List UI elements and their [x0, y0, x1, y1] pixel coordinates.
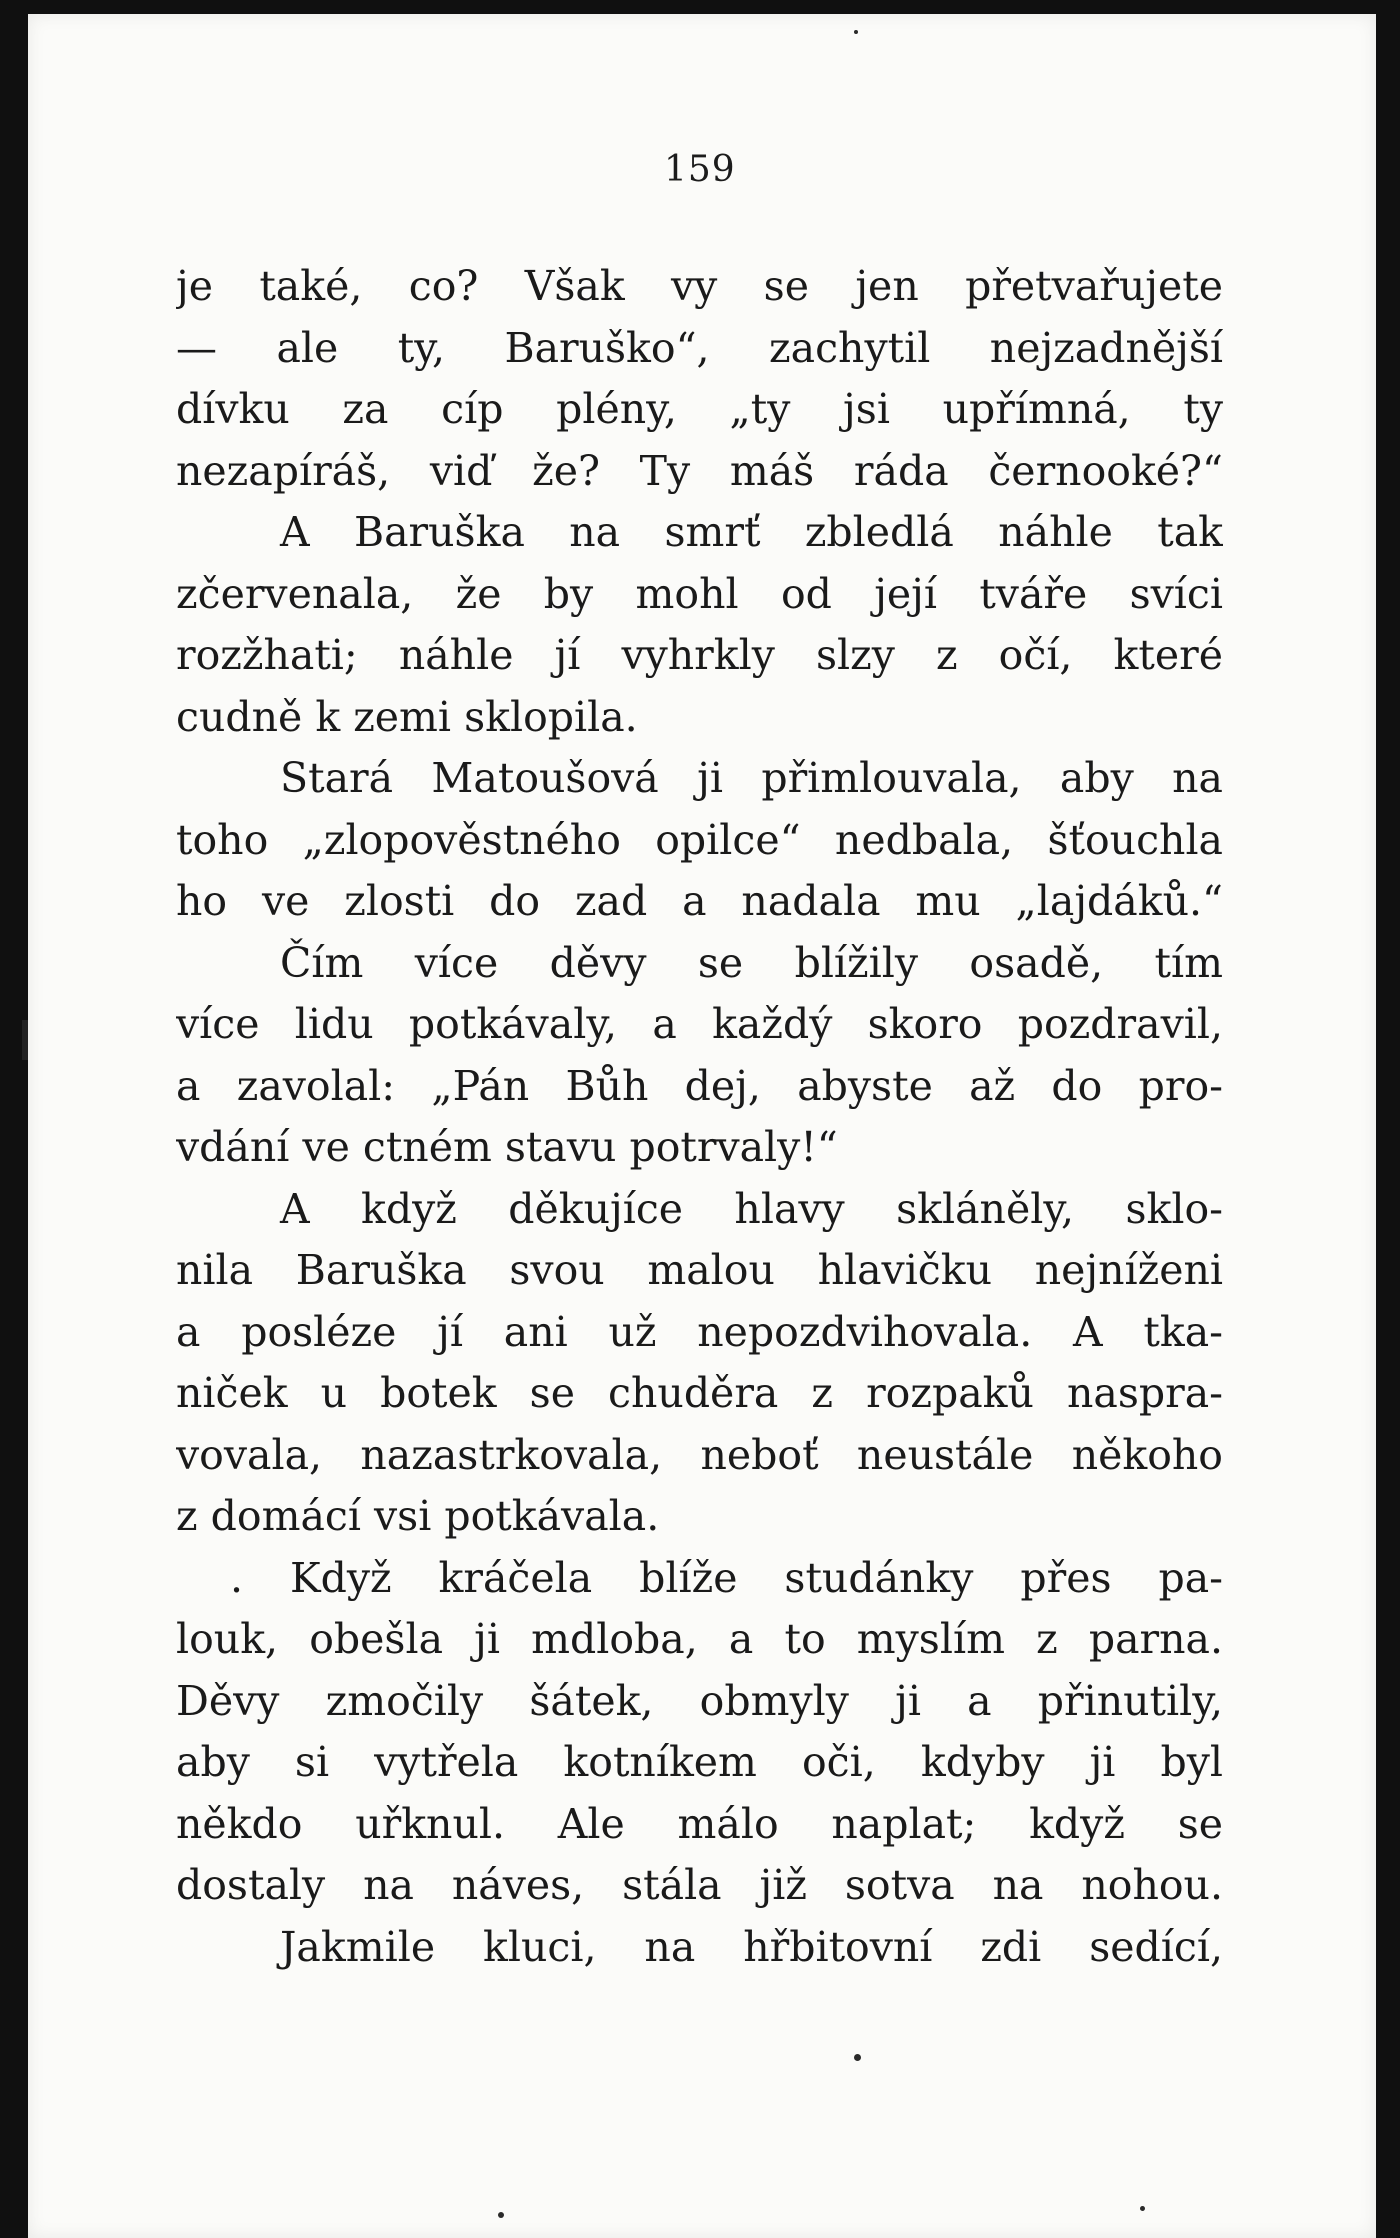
text-line: vovala, nazastrkovala, neboť neustále někoho — [176, 1430, 1223, 1479]
text-line: A Baruška na smrť zbledlá náhle tak — [280, 508, 1223, 556]
text-line: — ale ty, Baruško“, zachytil nejzadnější — [176, 323, 1223, 372]
text-line: nila Baruška svou malou hlavičku nejníženi — [176, 1246, 1223, 1294]
text-line: A když děkujíce hlavy skláněly, sklo- — [280, 1184, 1223, 1233]
body-text — [176, 256, 1223, 1978]
scan-speck — [1140, 2206, 1145, 2211]
text-line: niček u botek se chuděra z rozpaků naspra- — [176, 1369, 1223, 1417]
book-page — [28, 14, 1376, 2238]
scan-speck — [498, 2212, 504, 2218]
text-line: Děvy zmočily šátek, obmyly ji a přinutily, — [176, 1676, 1223, 1725]
text-line: Čím více děvy se blížily osadě, tím — [280, 938, 1223, 987]
text-line: louk, obešla ji mdloba, a to myslím z parna. — [176, 1615, 1223, 1663]
text-line: z domácí vsi potkávala. — [176, 1492, 660, 1540]
text-line: rozžhati; náhle jí vyhrkly slzy z očí, které — [176, 631, 1223, 679]
text-line: více lidu potkávaly, a každý skoro pozdravil, — [176, 1000, 1223, 1048]
text-line: aby si vytřela kotníkem oči, kdyby ji byl — [176, 1738, 1223, 1786]
text-line: Jakmile kluci, na hřbitovní zdi sedící, — [280, 1922, 1223, 1971]
page-number: 159 — [664, 149, 736, 190]
scan-edge-mark — [22, 1020, 28, 1060]
text-line: je také, co? Však vy se jen přetvařujete — [176, 262, 1223, 310]
text-line: . Když kráčela blíže studánky přes pa- — [230, 1553, 1223, 1602]
text-line: Stará Matoušová ji přimlouvala, aby na — [280, 754, 1223, 802]
text-line: dostaly na náves, stála již sotva na nohou. — [176, 1861, 1223, 1909]
text-line: cudně k zemi sklopila. — [176, 692, 638, 741]
scan-speck — [854, 2054, 861, 2061]
text-line: zčervenala, že by mohl od její tváře svíci — [176, 569, 1223, 618]
text-line: ho ve zlosti do zad a nadala mu „lajdáků.“ — [176, 877, 1223, 925]
text-line: toho „zlopověstného opilce“ nedbala, šťouchla — [176, 815, 1223, 864]
text-line: a posléze jí ani už nepozdvihovala. A tka- — [176, 1307, 1223, 1356]
text-line: dívku za cíp plény, „ty jsi upřímná, ty — [176, 385, 1223, 433]
text-line: a zavolal: „Pán Bůh dej, abyste až do pro- — [176, 1061, 1223, 1110]
text-line: nezapíráš, viď že? Ty máš ráda černooké?“ — [176, 446, 1223, 495]
scan-speck — [854, 30, 858, 34]
text-line: vdání ve ctném stavu potrvaly!“ — [176, 1123, 838, 1171]
text-line: někdo uřknul. Ale málo naplat; když se — [176, 1799, 1223, 1848]
